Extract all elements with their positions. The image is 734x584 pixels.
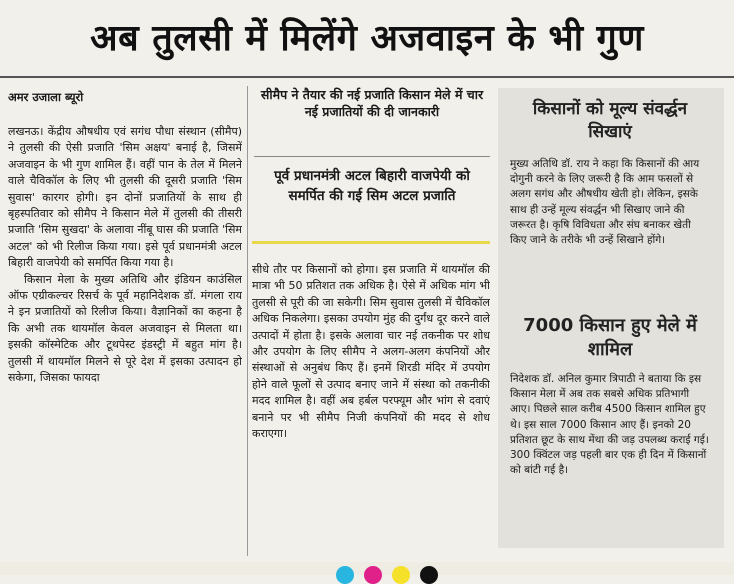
article-paragraph: सीधे तौर पर किसानों को होगा। इस प्रजाति में थायमॉल की मात्रा भी 50 प्रतिशत तक अधिक है। ऐसे में अधिक मांग भी तुलसी से पूरी की जा सकेगी। सिम सुवास तुलसी में चैविकॉल अधिक निकलेगा। इसका उपयोग मुंह की दुर्गंध दूर करने वाले उत्पादों में होता है। इसके अलावा चार नई तकनीक पर शोध और उपयोग के लिए सीमैप ने अलग-अलग कंपनियों और संस्थाओं से अनुबंध किए हैं। इनमें शिरडी मंदिर में उपयोग होने वाले फूलों से उत्पाद बनाए जाने में संस्था को तकनीकी मदद शामिल है। वहीं अब हर्बल परफ्यूम और भांग से दवाएं बनाने पर भी सीमैप निजी कंपनियों की मदद से शोध कराएगा।: [252, 263, 490, 441]
sidebar-heading-1: किसानों को मूल्य संवर्द्धन सिखाएं: [532, 99, 688, 142]
article-column-2: [252, 262, 490, 562]
article-column-1: [8, 124, 242, 564]
black-mark-icon: [420, 566, 438, 584]
subheading-1: सीमैप ने तैयार की नई प्रजाति किसान मेले में चार नई प्रजातियों की दी जानकारी: [260, 87, 484, 119]
byline: अमर उजाला ब्यूरो: [8, 90, 84, 104]
sidebar-text-1: [510, 157, 710, 313]
subheading-2: पूर्व प्रधानमंत्री अटल बिहारी वाजपेयी को समर्पित की गई सिम अटल प्रजाति: [274, 168, 470, 204]
subheading-rule: [254, 156, 490, 157]
article-paragraph: किसान मेला के मुख्य अतिथि और इंडियन काउंसिल ऑफ एग्रीकल्चर रिसर्च के पूर्व महानिदेशक डॉ. मंगला राय ने इन प्रजातियों को रिलीज किया। वैज्ञानिकों का कहना है कि अभी तक थायमॉल केवल अजवाइन से मिलता था। इसकी कॉस्मेटिक और टूथपेस्ट इंडस्ट्री में बहुत मांग है। तुलसी में थायमॉल मिलने से पूरे देश में इसका उत्पादन हो सकेगा, जिसका फायदा: [8, 272, 242, 385]
article-paragraph: लखनऊ। केंद्रीय औषधीय एवं सगंध पौधा संस्थान (सीमैप) ने तुलसी की ऐसी प्रजाति 'सिम अक्षय' बनाई है, जिसमें अजवाइन के भी गुण शामिल हैं। वहीं पान के तेल में मिलने वाले चैविकॉल के लिए भी तुलसी की दूसरी प्रजाति 'सिम सुवास' कारगर होगी। इन दोनों प्रजातियों के साथ ही बृहस्पतिवार को सीमैप ने किसान मेले में तुलसी की तीसरी प्रजाति 'सिम सुखदा' के अलावा नींबू घास की प्रजाति 'सिम अटल' को भी रिलीज किया गया। इसे पूर्व प्रधानमंत्री अटल बिहारी वाजपेयी को समर्पित किया गया है।: [8, 125, 242, 270]
magenta-mark-icon: [364, 566, 382, 584]
sidebar-paragraph: मुख्य अतिथि डॉ. राय ने कहा कि किसानों की आय दोगुनी करने के लिए जरूरी है कि आम फसलों से अलग सगंध और औषधीय खेती हो। लेकिन, इसके साथ ही उन्हें मूल्य संवर्द्धन भी सिखाए जाने की जरूरत है। कृषि विविधता और संघ बनाकर खेती किए जाने के तरीके भी उन्हें सिखाने होंगे।: [510, 158, 700, 247]
column-divider: [247, 86, 248, 556]
yellow-mark-icon: [392, 566, 410, 584]
headline-rule: [0, 76, 734, 78]
headline: अब तुलसी में मिलेंगे अजवाइन के भी गुण: [90, 18, 644, 59]
cyan-mark-icon: [336, 566, 354, 584]
accent-rule: [252, 241, 490, 244]
sidebar-paragraph: निदेशक डॉ. अनिल कुमार त्रिपाठी ने बताया कि इस किसान मेला में अब तक सबसे अधिक प्रतिभागी आए। पिछले साल करीब 4500 किसान शामिल हुए थे। इस साल 7000 किसान आए हैं। इनको 20 प्रतिशत छूट के साथ मेंथा की जड़ उपलब्ध कराई गई। 300 क्विंटल जड़ पहली बार एक ही दिन में किसानों को बांटी गई है।: [510, 373, 709, 477]
print-registration-marks: [332, 564, 452, 578]
sidebar-heading-2: 7000 किसान हुए मेले में शामिल: [523, 315, 697, 360]
sidebar-text-2: [510, 372, 710, 542]
